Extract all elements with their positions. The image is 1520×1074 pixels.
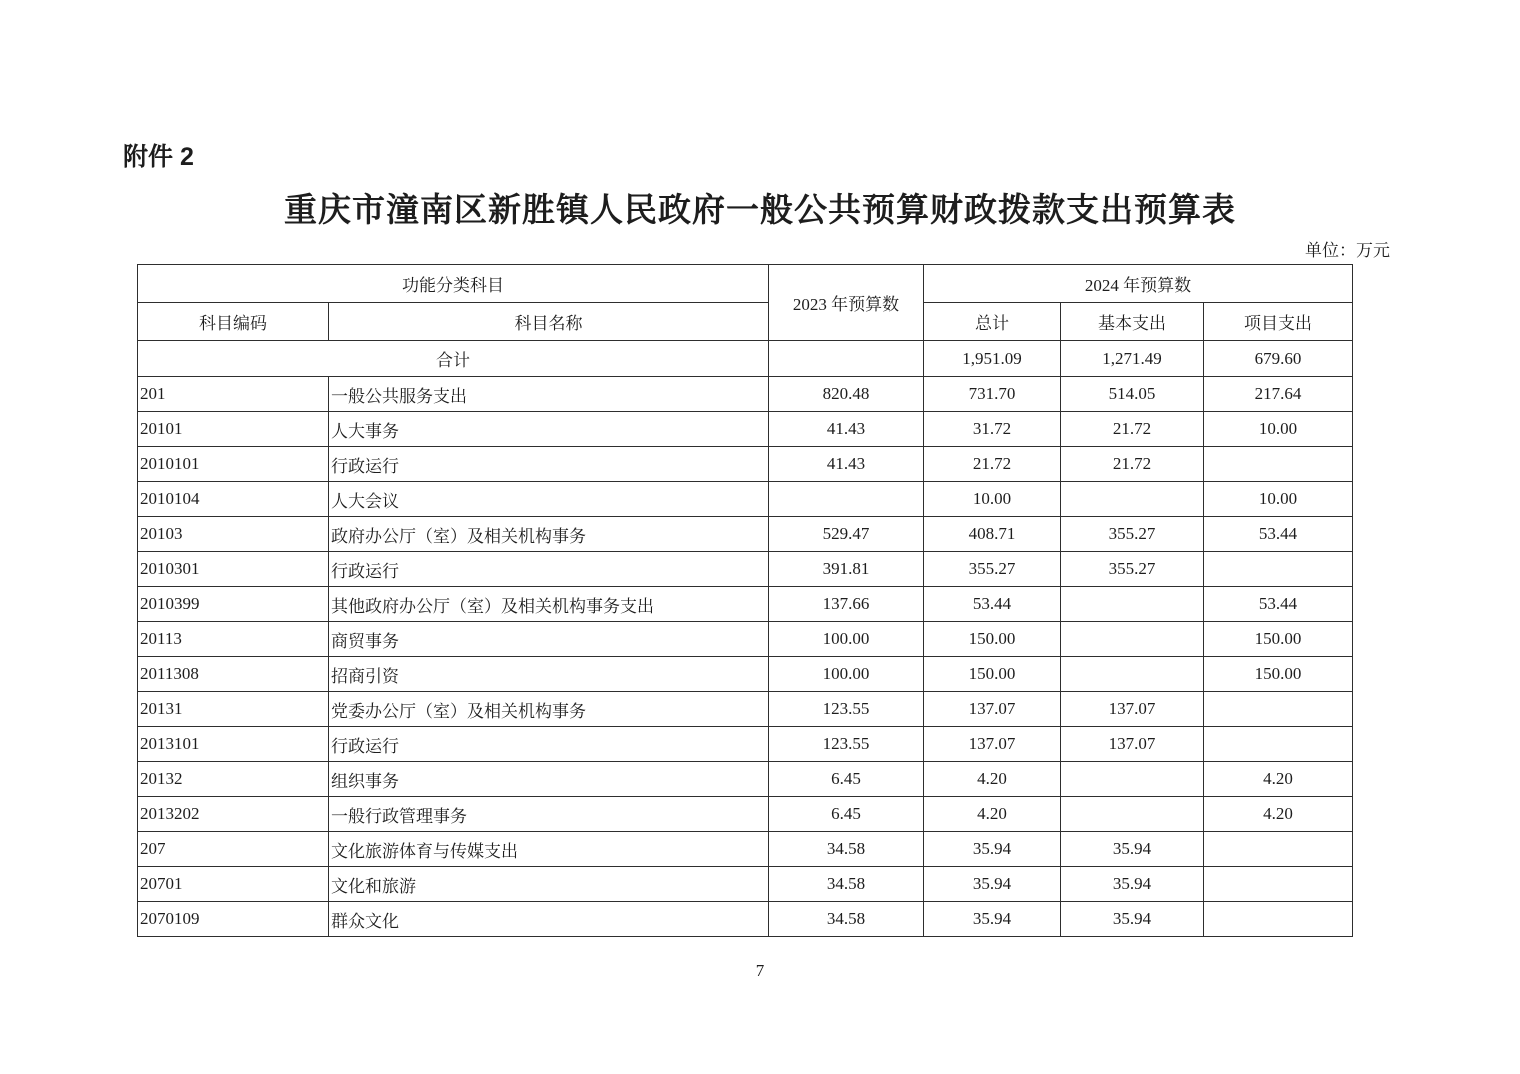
subject-code-cell: 2010101 [138, 447, 329, 482]
header-subject-code: 科目编码 [138, 303, 329, 341]
header-total: 总计 [924, 303, 1061, 341]
budget-2024-basic-cell [1061, 797, 1204, 832]
budget-2024-project-cell: 150.00 [1204, 657, 1353, 692]
budget-2024-project-cell: 4.20 [1204, 762, 1353, 797]
budget-2024-project-cell: 53.44 [1204, 517, 1353, 552]
header-row-1 [138, 265, 1353, 303]
subject-code-cell: 20103 [138, 517, 329, 552]
subject-code-cell: 2011308 [138, 657, 329, 692]
subject-code-cell: 2013202 [138, 797, 329, 832]
page-number: 7 [755, 961, 765, 980]
grand-total-label: 合计 [138, 341, 769, 377]
subject-code-cell: 20113 [138, 622, 329, 657]
subject-code-cell: 2013101 [138, 727, 329, 762]
budget-2024-total-cell: 31.72 [924, 412, 1061, 447]
header-subject-name: 科目名称 [329, 303, 769, 341]
budget-2024-basic-cell [1061, 622, 1204, 657]
budget-2024-project-cell: 10.00 [1204, 412, 1353, 447]
unit-label: 单位：万元 [1305, 241, 1390, 260]
subject-name-cell: 行政运行 [329, 727, 769, 762]
budget-2023-cell: 529.47 [769, 517, 924, 552]
table-row [138, 692, 1353, 727]
header-function-group: 功能分类科目 [138, 265, 769, 303]
subject-name-cell: 行政运行 [329, 447, 769, 482]
page-title: 重庆市潼南区新胜镇人民政府一般公共预算财政拨款支出预算表 [284, 193, 1236, 229]
table-row [138, 552, 1353, 587]
subject-name-cell: 其他政府办公厅（室）及相关机构事务支出 [329, 587, 769, 622]
budget-2024-project-cell [1204, 832, 1353, 867]
budget-2024-project-cell [1204, 447, 1353, 482]
budget-2023-cell: 34.58 [769, 902, 924, 937]
budget-table [137, 264, 1353, 937]
subject-name-cell: 党委办公厅（室）及相关机构事务 [329, 692, 769, 727]
table-row [138, 622, 1353, 657]
grand-total-row [138, 341, 1353, 377]
budget-2024-basic-cell: 355.27 [1061, 552, 1204, 587]
budget-2024-total-cell: 35.94 [924, 832, 1061, 867]
budget-2024-project-cell [1204, 867, 1353, 902]
budget-2023-cell: 6.45 [769, 797, 924, 832]
subject-name-cell: 一般行政管理事务 [329, 797, 769, 832]
subject-name-cell: 一般公共服务支出 [329, 377, 769, 412]
budget-2024-total-cell: 53.44 [924, 587, 1061, 622]
budget-2023-cell: 34.58 [769, 867, 924, 902]
subject-code-cell: 2010104 [138, 482, 329, 517]
table-row [138, 797, 1353, 832]
grand-total-basic: 1,271.49 [1061, 341, 1204, 377]
table-row [138, 902, 1353, 937]
subject-name-cell: 招商引资 [329, 657, 769, 692]
budget-2024-basic-cell: 137.07 [1061, 727, 1204, 762]
budget-2024-project-cell: 150.00 [1204, 622, 1353, 657]
budget-2023-cell: 34.58 [769, 832, 924, 867]
budget-2024-basic-cell [1061, 657, 1204, 692]
budget-2024-project-cell [1204, 552, 1353, 587]
budget-2023-cell: 137.66 [769, 587, 924, 622]
budget-2023-cell: 41.43 [769, 447, 924, 482]
budget-2023-cell: 6.45 [769, 762, 924, 797]
subject-code-cell: 20701 [138, 867, 329, 902]
budget-2024-total-cell: 355.27 [924, 552, 1061, 587]
budget-2024-total-cell: 10.00 [924, 482, 1061, 517]
budget-2024-basic-cell: 514.05 [1061, 377, 1204, 412]
table-row [138, 412, 1353, 447]
subject-name-cell: 组织事务 [329, 762, 769, 797]
grand-total-2023 [769, 341, 924, 377]
subject-code-cell: 201 [138, 377, 329, 412]
budget-2023-cell: 391.81 [769, 552, 924, 587]
budget-2024-total-cell: 4.20 [924, 797, 1061, 832]
budget-2024-total-cell: 150.00 [924, 657, 1061, 692]
attachment-label: 附件 2 [123, 143, 194, 171]
table-row [138, 587, 1353, 622]
budget-2024-basic-cell [1061, 482, 1204, 517]
budget-2023-cell: 100.00 [769, 622, 924, 657]
subject-name-cell: 文化和旅游 [329, 867, 769, 902]
header-2023-budget: 2023 年预算数 [769, 265, 924, 341]
budget-2024-project-cell: 53.44 [1204, 587, 1353, 622]
budget-2024-total-cell: 137.07 [924, 692, 1061, 727]
budget-2024-total-cell: 21.72 [924, 447, 1061, 482]
budget-2024-total-cell: 35.94 [924, 902, 1061, 937]
budget-2024-total-cell: 4.20 [924, 762, 1061, 797]
subject-code-cell: 20101 [138, 412, 329, 447]
header-project-expenditure: 项目支出 [1204, 303, 1353, 341]
budget-2024-basic-cell: 21.72 [1061, 447, 1204, 482]
table-row [138, 517, 1353, 552]
subject-name-cell: 文化旅游体育与传媒支出 [329, 832, 769, 867]
budget-2024-basic-cell: 35.94 [1061, 832, 1204, 867]
budget-2023-cell [769, 482, 924, 517]
budget-2024-project-cell [1204, 692, 1353, 727]
table-row [138, 832, 1353, 867]
budget-2024-total-cell: 137.07 [924, 727, 1061, 762]
subject-name-cell: 人大事务 [329, 412, 769, 447]
budget-2024-project-cell [1204, 902, 1353, 937]
budget-2024-project-cell: 217.64 [1204, 377, 1353, 412]
budget-2024-basic-cell: 35.94 [1061, 902, 1204, 937]
header-2024-budget: 2024 年预算数 [924, 265, 1353, 303]
budget-2024-total-cell: 35.94 [924, 867, 1061, 902]
subject-code-cell: 2070109 [138, 902, 329, 937]
budget-2024-basic-cell [1061, 587, 1204, 622]
budget-table-body [138, 377, 1353, 937]
budget-2024-basic-cell [1061, 762, 1204, 797]
budget-2023-cell: 123.55 [769, 692, 924, 727]
budget-2023-cell: 123.55 [769, 727, 924, 762]
header-basic-expenditure: 基本支出 [1061, 303, 1204, 341]
budget-2023-cell: 100.00 [769, 657, 924, 692]
budget-2023-cell: 41.43 [769, 412, 924, 447]
subject-name-cell: 商贸事务 [329, 622, 769, 657]
table-row [138, 657, 1353, 692]
header-row-2 [138, 303, 1353, 341]
grand-total-2024: 1,951.09 [924, 341, 1061, 377]
table-row [138, 377, 1353, 412]
subject-code-cell: 2010399 [138, 587, 329, 622]
budget-2024-project-cell: 10.00 [1204, 482, 1353, 517]
subject-name-cell: 政府办公厅（室）及相关机构事务 [329, 517, 769, 552]
budget-2024-total-cell: 731.70 [924, 377, 1061, 412]
table-row [138, 727, 1353, 762]
budget-2024-basic-cell: 137.07 [1061, 692, 1204, 727]
subject-name-cell: 群众文化 [329, 902, 769, 937]
table-row [138, 867, 1353, 902]
grand-total-project: 679.60 [1204, 341, 1353, 377]
table-row [138, 447, 1353, 482]
budget-2024-basic-cell: 21.72 [1061, 412, 1204, 447]
subject-code-cell: 20132 [138, 762, 329, 797]
budget-2024-project-cell: 4.20 [1204, 797, 1353, 832]
budget-2024-basic-cell: 355.27 [1061, 517, 1204, 552]
budget-2024-total-cell: 150.00 [924, 622, 1061, 657]
budget-2024-project-cell [1204, 727, 1353, 762]
subject-code-cell: 207 [138, 832, 329, 867]
budget-2023-cell: 820.48 [769, 377, 924, 412]
table-row [138, 482, 1353, 517]
subject-code-cell: 20131 [138, 692, 329, 727]
subject-name-cell: 人大会议 [329, 482, 769, 517]
table-row [138, 762, 1353, 797]
subject-code-cell: 2010301 [138, 552, 329, 587]
budget-2024-total-cell: 408.71 [924, 517, 1061, 552]
subject-name-cell: 行政运行 [329, 552, 769, 587]
budget-2024-basic-cell: 35.94 [1061, 867, 1204, 902]
